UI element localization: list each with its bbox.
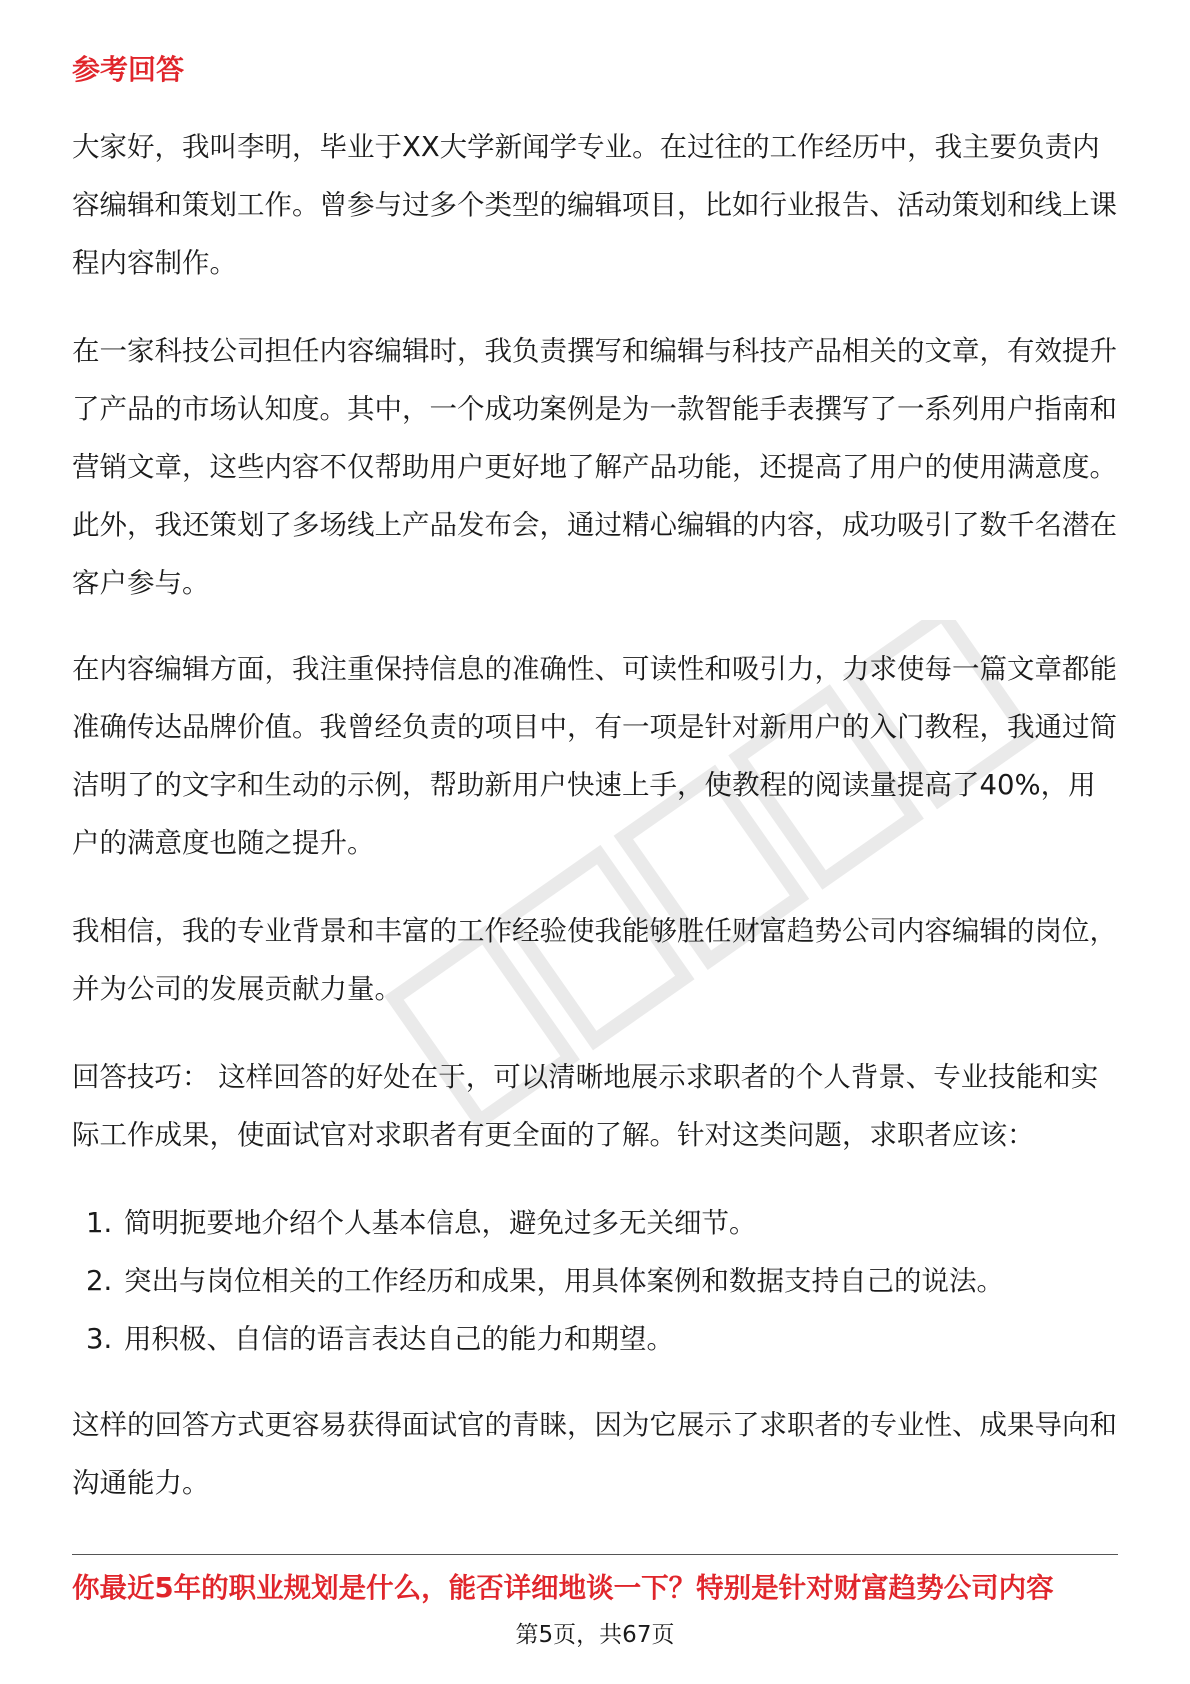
section-heading: 参考回答 [72,53,185,86]
list-item-number: 1. [86,1207,113,1239]
page-number-footer: 第5页，共67页 [515,1622,675,1648]
next-question-heading: 你最近5年的职业规划是什么，能否详细地谈一下？特别是针对财富趋势公司内容 [72,1572,1054,1604]
answer-paragraph-intro: 大家好，我叫李明，毕业于XX大学新闻学专业。在过往的工作经历中，我主要负责内容编辑和策划工作。曾参与过多个类型的编辑项目，比如行业报告、活动策划和线上课程内容制作。 [72,131,1117,279]
list-item-number: 2. [86,1265,113,1297]
answer-paragraph-editing: 在内容编辑方面，我注重保持信息的准确性、可读性和吸引力，力求使每一篇文章都能准确传达品牌价值。我曾经负责的项目中，有一项是针对新用户的入门教程，我通过简洁明了的文字和生动的示例，帮助新用户快速上手，使教程的阅读量提高了40%，用户的满意度也随之提升。 [72,653,1117,859]
list-item [72,1252,1112,1310]
list-item-number: 3. [86,1323,113,1355]
answer-paragraph-experience: 在一家科技公司担任内容编辑时，我负责撰写和编辑与科技产品相关的文章，有效提升了产品的市场认知度。其中，一个成功案例是为一款智能手表撰写了一系列用户指南和营销文章，这些内容不仅帮助用户更好地了解产品功能，还提高了用户的使用满意度。此外，我还策划了多场线上产品发布会，通过精心编辑的内容，成功吸引了数千名潜在客户参与。 [72,335,1117,599]
list-item-text: 简明扼要地介绍个人基本信息，避免过多无关细节。 [124,1207,757,1239]
tips-list [72,1194,1112,1368]
document-page [72,0,1118,1684]
section-divider [72,1554,1118,1555]
list-item-text: 用积极、自信的语言表达自己的能力和期望。 [124,1323,674,1355]
list-item [72,1194,1112,1252]
list-item-text: 突出与岗位相关的工作经历和成果，用具体案例和数据支持自己的说法。 [124,1265,1004,1297]
answer-tips-paragraph: 回答技巧： 这样回答的好处在于，可以清晰地展示求职者的个人背景、专业技能和实际工作成果，使面试官对求职者有更全面的了解。针对这类问题，求职者应该： [72,1061,1099,1151]
closing-paragraph: 这样的回答方式更容易获得面试官的青睐，因为它展示了求职者的专业性、成果导向和沟通能力。 [72,1409,1117,1499]
list-item [72,1310,1112,1368]
answer-paragraph-conclusion: 我相信，我的专业背景和丰富的工作经验使我能够胜任财富趋势公司内容编辑的岗位，并为公司的发展贡献力量。 [72,915,1117,1005]
